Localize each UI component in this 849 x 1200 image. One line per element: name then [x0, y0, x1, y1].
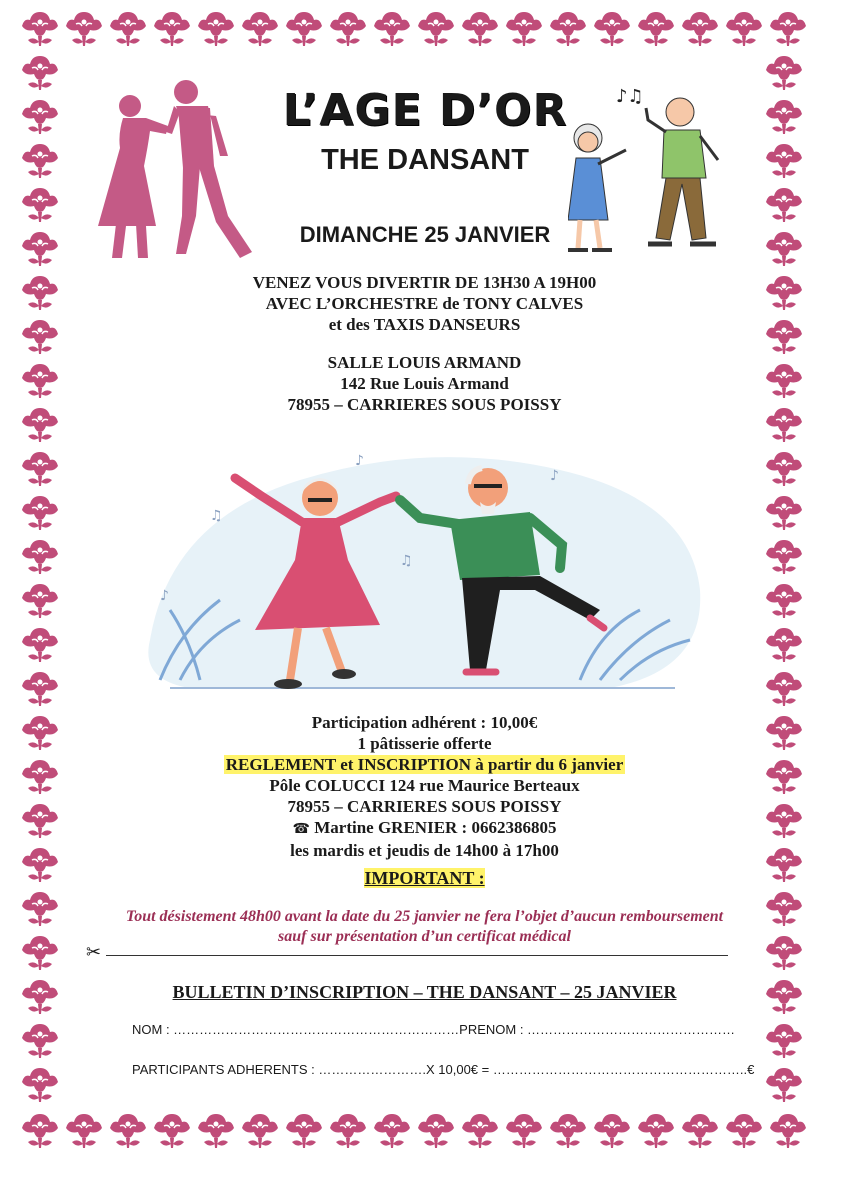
- flower-ornament-icon: [18, 622, 62, 666]
- flower-ornament-icon: [762, 446, 806, 490]
- flower-ornament-icon: [18, 578, 62, 622]
- flower-ornament-icon: [370, 1108, 414, 1152]
- border-bottom: [18, 1108, 810, 1152]
- participation-fee: Participation adhérent : 10,00€: [311, 713, 538, 732]
- dancing-seniors-illustration: [130, 440, 715, 695]
- flower-ornament-icon: [18, 226, 62, 270]
- flower-ornament-icon: [370, 6, 414, 50]
- border-left: [18, 50, 62, 1106]
- flower-ornament-icon: [762, 50, 806, 94]
- flower-ornament-icon: [18, 1108, 62, 1152]
- intro-line: VENEZ VOUS DIVERTIR DE 13H30 A 19H00: [252, 273, 597, 292]
- flower-ornament-icon: [282, 1108, 326, 1152]
- flower-ornament-icon: [62, 6, 106, 50]
- flower-ornament-icon: [414, 6, 458, 50]
- pole-address: Pôle COLUCCI 124 rue Maurice Berteaux: [269, 776, 580, 795]
- cut-line: [106, 955, 728, 956]
- flower-ornament-icon: [762, 226, 806, 270]
- event-date: DIMANCHE 25 JANVIER: [299, 222, 551, 247]
- flower-ornament-icon: [502, 6, 546, 50]
- name-fields-line[interactable]: NOM : …………………………………………………………PRENOM : …………………………………………: [132, 1022, 736, 1037]
- flower-ornament-icon: [634, 6, 678, 50]
- venue-address: [0, 352, 849, 415]
- flower-ornament-icon: [326, 6, 370, 50]
- important-heading: [0, 868, 849, 889]
- contact-line: [0, 817, 849, 840]
- pole-city: 78955 – CARRIERES SOUS POISSY: [287, 797, 562, 816]
- important-label: IMPORTANT :: [364, 868, 485, 888]
- flower-ornament-icon: [282, 6, 326, 50]
- scissors-icon: ✂: [86, 942, 102, 963]
- border-top: [18, 6, 810, 50]
- flower-ornament-icon: [762, 666, 806, 710]
- flower-ornament-icon: [722, 1108, 766, 1152]
- page-subtitle: THE DANSANT: [321, 144, 529, 176]
- warning-line: sauf sur présentation d’un certificat médical: [278, 928, 571, 945]
- flower-ornament-icon: [194, 1108, 238, 1152]
- flower-ornament-icon: [106, 6, 150, 50]
- flower-ornament-icon: [762, 622, 806, 666]
- flower-ornament-icon: [546, 1108, 590, 1152]
- form-title: BULLETIN D’INSCRIPTION – THE DANSANT – 25 JANVIER: [172, 982, 677, 1002]
- flower-ornament-icon: [18, 1018, 62, 1062]
- flower-ornament-icon: [326, 1108, 370, 1152]
- border-right: [762, 50, 806, 1106]
- flower-ornament-icon: [458, 6, 502, 50]
- flower-ornament-icon: [18, 666, 62, 710]
- registration-details: [0, 712, 849, 861]
- flower-ornament-icon: [238, 1108, 282, 1152]
- flower-ornament-icon: [678, 1108, 722, 1152]
- phone-icon: ☎: [292, 821, 310, 837]
- svg-text:♪♫: ♪♫: [616, 86, 644, 107]
- flower-ornament-icon: [634, 1108, 678, 1152]
- intro-line: et des TAXIS DANSEURS: [328, 315, 521, 334]
- flower-ornament-icon: [762, 94, 806, 138]
- flower-ornament-icon: [238, 6, 282, 50]
- flower-ornament-icon: [678, 6, 722, 50]
- flower-ornament-icon: [722, 6, 766, 50]
- svg-text:♪: ♪: [355, 453, 364, 469]
- flower-ornament-icon: [546, 6, 590, 50]
- flower-ornament-icon: [762, 490, 806, 534]
- flower-ornament-icon: [18, 182, 62, 226]
- flower-ornament-icon: [194, 6, 238, 50]
- svg-text:♪: ♪: [550, 468, 559, 484]
- venue-line: SALLE LOUIS ARMAND: [327, 353, 522, 372]
- svg-text:♫: ♫: [210, 508, 223, 524]
- elderly-couple-cartoon: [568, 80, 728, 260]
- registration-notice: REGLEMENT et INSCRIPTION à partir du 6 janvier: [225, 755, 624, 774]
- flower-ornament-icon: [18, 446, 62, 490]
- flower-ornament-icon: [18, 50, 62, 94]
- page-title: L’AGE D’OR: [282, 85, 568, 136]
- svg-text:♪: ♪: [160, 588, 169, 604]
- flower-ornament-icon: [766, 6, 810, 50]
- flower-ornament-icon: [150, 6, 194, 50]
- participants-fields-line[interactable]: PARTICIPANTS ADHERENTS : …………………….X 10,00€ = …………………………………………………..€: [132, 1062, 755, 1077]
- flower-ornament-icon: [18, 94, 62, 138]
- flower-ornament-icon: [762, 138, 806, 182]
- venue-line: 142 Rue Louis Armand: [340, 374, 509, 393]
- contact-text: Martine GRENIER : 0662386805: [314, 818, 557, 837]
- flower-ornament-icon: [18, 534, 62, 578]
- flower-ornament-icon: [762, 534, 806, 578]
- event-intro: [0, 272, 849, 335]
- warning-line: Tout désistement 48h00 avant la date du 25 janvier ne fera l’objet d’aucun remboursement: [125, 908, 724, 925]
- flower-ornament-icon: [62, 1108, 106, 1152]
- flower-ornament-icon: [18, 138, 62, 182]
- flower-ornament-icon: [766, 1108, 810, 1152]
- flower-ornament-icon: [762, 1062, 806, 1106]
- flower-ornament-icon: [458, 1108, 502, 1152]
- opening-hours: les mardis et jeudis de 14h00 à 17h00: [290, 841, 559, 860]
- flower-ornament-icon: [18, 1062, 62, 1106]
- flower-ornament-icon: [762, 182, 806, 226]
- venue-line: 78955 – CARRIERES SOUS POISSY: [287, 395, 562, 414]
- flower-ornament-icon: [150, 1108, 194, 1152]
- flower-ornament-icon: [106, 1108, 150, 1152]
- flower-ornament-icon: [414, 1108, 458, 1152]
- flower-ornament-icon: [762, 578, 806, 622]
- flower-ornament-icon: [590, 1108, 634, 1152]
- svg-text:♫: ♫: [400, 553, 413, 569]
- flower-ornament-icon: [590, 6, 634, 50]
- flower-ornament-icon: [18, 490, 62, 534]
- flower-ornament-icon: [502, 1108, 546, 1152]
- pastry-offer: 1 pâtisserie offerte: [357, 734, 492, 753]
- refund-warning: [0, 907, 849, 947]
- intro-line: AVEC L’ORCHESTRE de TONY CALVES: [265, 294, 584, 313]
- flower-ornament-icon: [762, 1018, 806, 1062]
- flower-ornament-icon: [18, 6, 62, 50]
